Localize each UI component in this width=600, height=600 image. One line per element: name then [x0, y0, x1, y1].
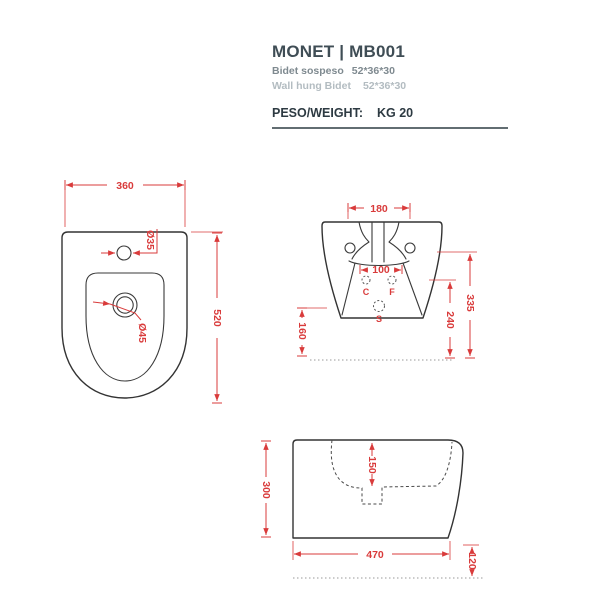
weight-label: PESO/WEIGHT: — [272, 106, 363, 120]
top-view-drawing — [62, 180, 223, 403]
drain-outlet-hole — [374, 301, 385, 312]
top-view-basin-outline — [86, 273, 164, 381]
fixing-hole-right — [405, 243, 415, 253]
dim-fixing-height-label: 335 — [464, 294, 476, 312]
subtitle-english-size: 52*36*30 — [362, 80, 407, 92]
cold-water-hole — [362, 276, 370, 284]
weight-value: KG 20 — [376, 106, 414, 120]
dim-top-width-label: 360 — [116, 180, 134, 192]
hot-water-hole — [388, 276, 396, 284]
dim-body-height — [260, 441, 272, 537]
rear-view-drawing — [296, 203, 477, 360]
dim-basin-depth-label: 150 — [366, 456, 378, 474]
product-title: MONET | MB001 — [272, 42, 405, 61]
side-view-basin-profile — [331, 440, 452, 504]
dim-top-depth — [191, 232, 223, 403]
dim-drain-height — [296, 308, 327, 356]
dim-total-depth — [293, 541, 450, 561]
channel-flank-right — [389, 222, 406, 259]
bowl-wall-right — [403, 263, 422, 315]
dim-faucet-hole-label: Ø35 — [144, 230, 156, 250]
dim-supply-distance-label: 100 — [372, 264, 390, 276]
dim-drain-hole — [93, 302, 148, 343]
channel-flank-left — [352, 222, 369, 259]
top-view-outer-outline — [62, 232, 187, 398]
dim-total-depth-label: 470 — [366, 549, 384, 561]
side-view-outer-outline — [293, 440, 463, 538]
dim-drain-hole-label: Ø45 — [136, 323, 148, 343]
drain-outlet-label: S — [375, 314, 383, 324]
dim-drain-height-label: 160 — [296, 322, 308, 340]
subtitle-english-label: Wall hung Bidet — [272, 80, 351, 92]
bowl-wall-left — [342, 263, 355, 315]
cold-water-label: C — [362, 287, 370, 297]
dim-floor-gap-label: 120 — [466, 552, 478, 570]
dim-supply-distance — [360, 264, 402, 276]
dim-floor-gap — [463, 545, 479, 576]
dim-fixing-distance-label: 180 — [370, 203, 388, 215]
side-view-drawing — [260, 440, 484, 578]
dim-top-width — [65, 180, 185, 227]
dim-fixing-height — [437, 252, 477, 358]
faucet-hole — [117, 246, 131, 260]
dim-supply-height-label: 240 — [444, 311, 456, 329]
subtitle-italian-size: 52*36*30 — [351, 65, 395, 77]
dim-basin-depth — [366, 443, 378, 486]
dim-supply-height — [429, 280, 456, 358]
hot-water-label: F — [389, 287, 395, 297]
dim-body-height-label: 300 — [260, 481, 272, 499]
fixing-hole-left — [345, 243, 355, 253]
drain-hole-inner — [117, 297, 133, 313]
dim-fixing-distance — [348, 203, 410, 219]
subtitle-italian-label: Bidet sospeso — [272, 65, 344, 77]
dim-top-depth-label: 520 — [211, 309, 223, 327]
